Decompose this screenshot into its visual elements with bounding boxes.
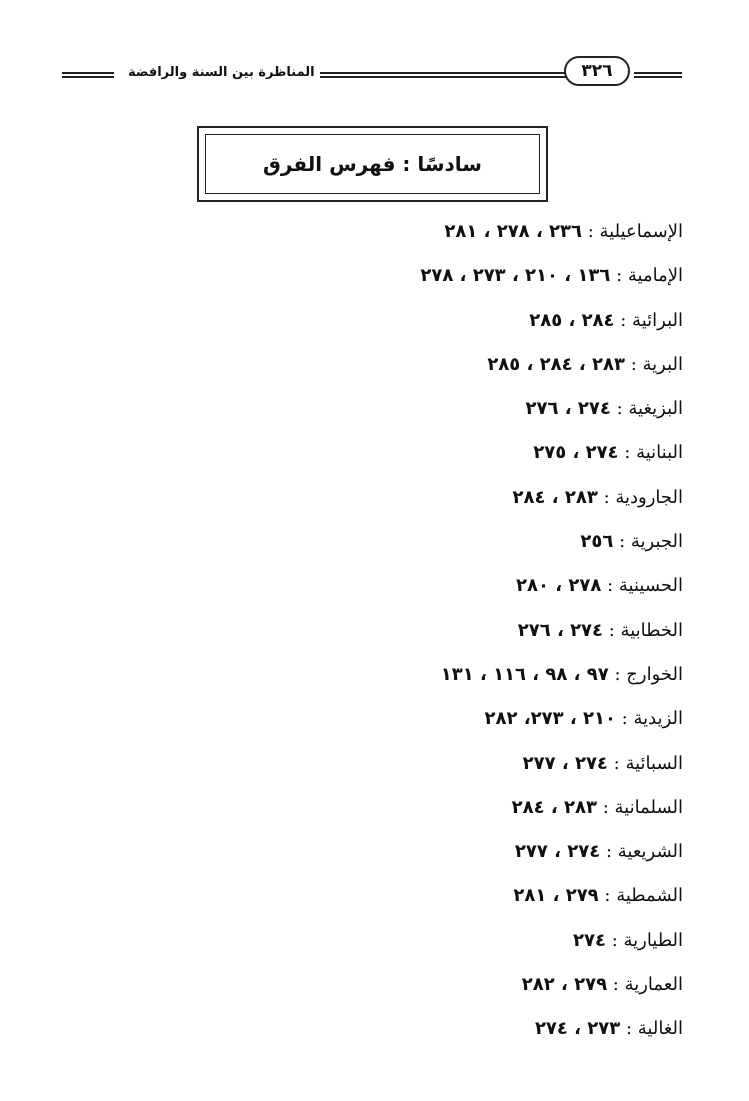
header-rule-right [634,72,682,78]
entry-pages: ٢٨٣ ، ٢٨٤ ، ٢٨٥ [487,353,625,375]
entry-pages: ١٣٦ ، ٢١٠ ، ٢٧٣ ، ٢٧٨ [420,265,611,287]
index-entry [343,697,683,741]
index-entry [343,874,683,918]
section-title: سادسًا : فهرس الفرق [263,152,482,176]
entry-pages: ٢١٠ ، ٢٧٣، ٢٨٢ [484,708,616,730]
entry-pages: ٢٧٤ ، ٢٧٥ [533,442,619,464]
index-entry [343,476,683,520]
index-entry [343,653,683,697]
entry-pages: ٢٣٦ ، ٢٧٨ ، ٢٨١ [444,221,583,242]
index-entry [343,963,683,1007]
entry-name: البرية : [630,353,683,375]
entry-name: الإمامية : [616,265,683,287]
entry-pages: ٢٨٣ ، ٢٨٤ [511,796,597,818]
entry-name: السبائية : [613,752,683,774]
index-entry [343,919,683,963]
page-number: ٣٢٦ [564,56,630,86]
entry-name: الحسينية : [607,575,683,597]
entry-pages: ٢٧٤ [572,929,606,951]
entry-name: الجبرية : [619,531,683,553]
header-rule-left [62,72,114,78]
index-entry [343,1007,683,1051]
index-entry [343,387,683,431]
entry-name: الشريعية : [605,841,683,863]
entry-pages: ٢٨٣ ، ٢٨٤ [512,486,598,508]
index-entry [343,609,683,653]
index-entry [343,786,683,830]
entry-pages: ٢٧٤ ، ٢٧٦ [525,398,611,420]
index-entry [343,742,683,786]
entry-name: الطيارية : [611,929,683,951]
index-entry [343,343,683,387]
section-title-frame [197,126,548,202]
entry-pages: ٩٧ ، ٩٨ ، ١١٦ ، ١٣١ [440,663,609,685]
entry-name: العمارية : [612,974,683,996]
section-title-inner-frame [205,134,540,194]
entry-pages: ٢٨٤ ، ٢٨٥ [529,309,615,331]
entry-pages: ٢٧٣ ، ٢٧٤ [534,1018,621,1040]
index-entry [343,830,683,874]
entry-pages: ٢٧٤ ، ٢٧٧ [514,841,601,863]
entry-name: البرائية : [620,309,683,331]
entry-name: الغالية : [625,1018,683,1040]
entry-pages: ٢٧٩ ، ٢٨٢ [521,974,608,996]
entry-pages: ٢٧٤ ، ٢٧٧ [522,752,608,774]
entry-pages: ٢٧٤ ، ٢٧٦ [517,619,604,641]
running-header [62,56,682,96]
entry-name: الخوارج : [614,663,683,685]
entry-name: البنانية : [624,442,683,464]
running-title: المناظرة بين السنة والرافضة [128,65,315,80]
index-entry [343,520,683,564]
entry-name: الشمطية : [604,885,683,907]
index-entry [343,210,683,254]
entry-pages: ٢٥٦ [580,531,614,553]
index-entry [343,431,683,475]
index-entry [343,254,683,298]
entry-name: الزيدية : [621,708,683,730]
entry-name: الجارودية : [603,486,683,508]
index-entry [343,299,683,343]
entry-name: السلمانية : [602,796,683,818]
entry-name: الإسماعيلية : [587,221,683,242]
entry-pages: ٢٧٨ ، ٢٨٠ [516,575,602,597]
entry-name: البزيغية : [616,398,683,420]
sects-index-list [343,210,683,1052]
index-entry [343,564,683,608]
entry-name: الخطابية : [608,619,683,641]
entry-pages: ٢٧٩ ، ٢٨١ [513,885,599,907]
